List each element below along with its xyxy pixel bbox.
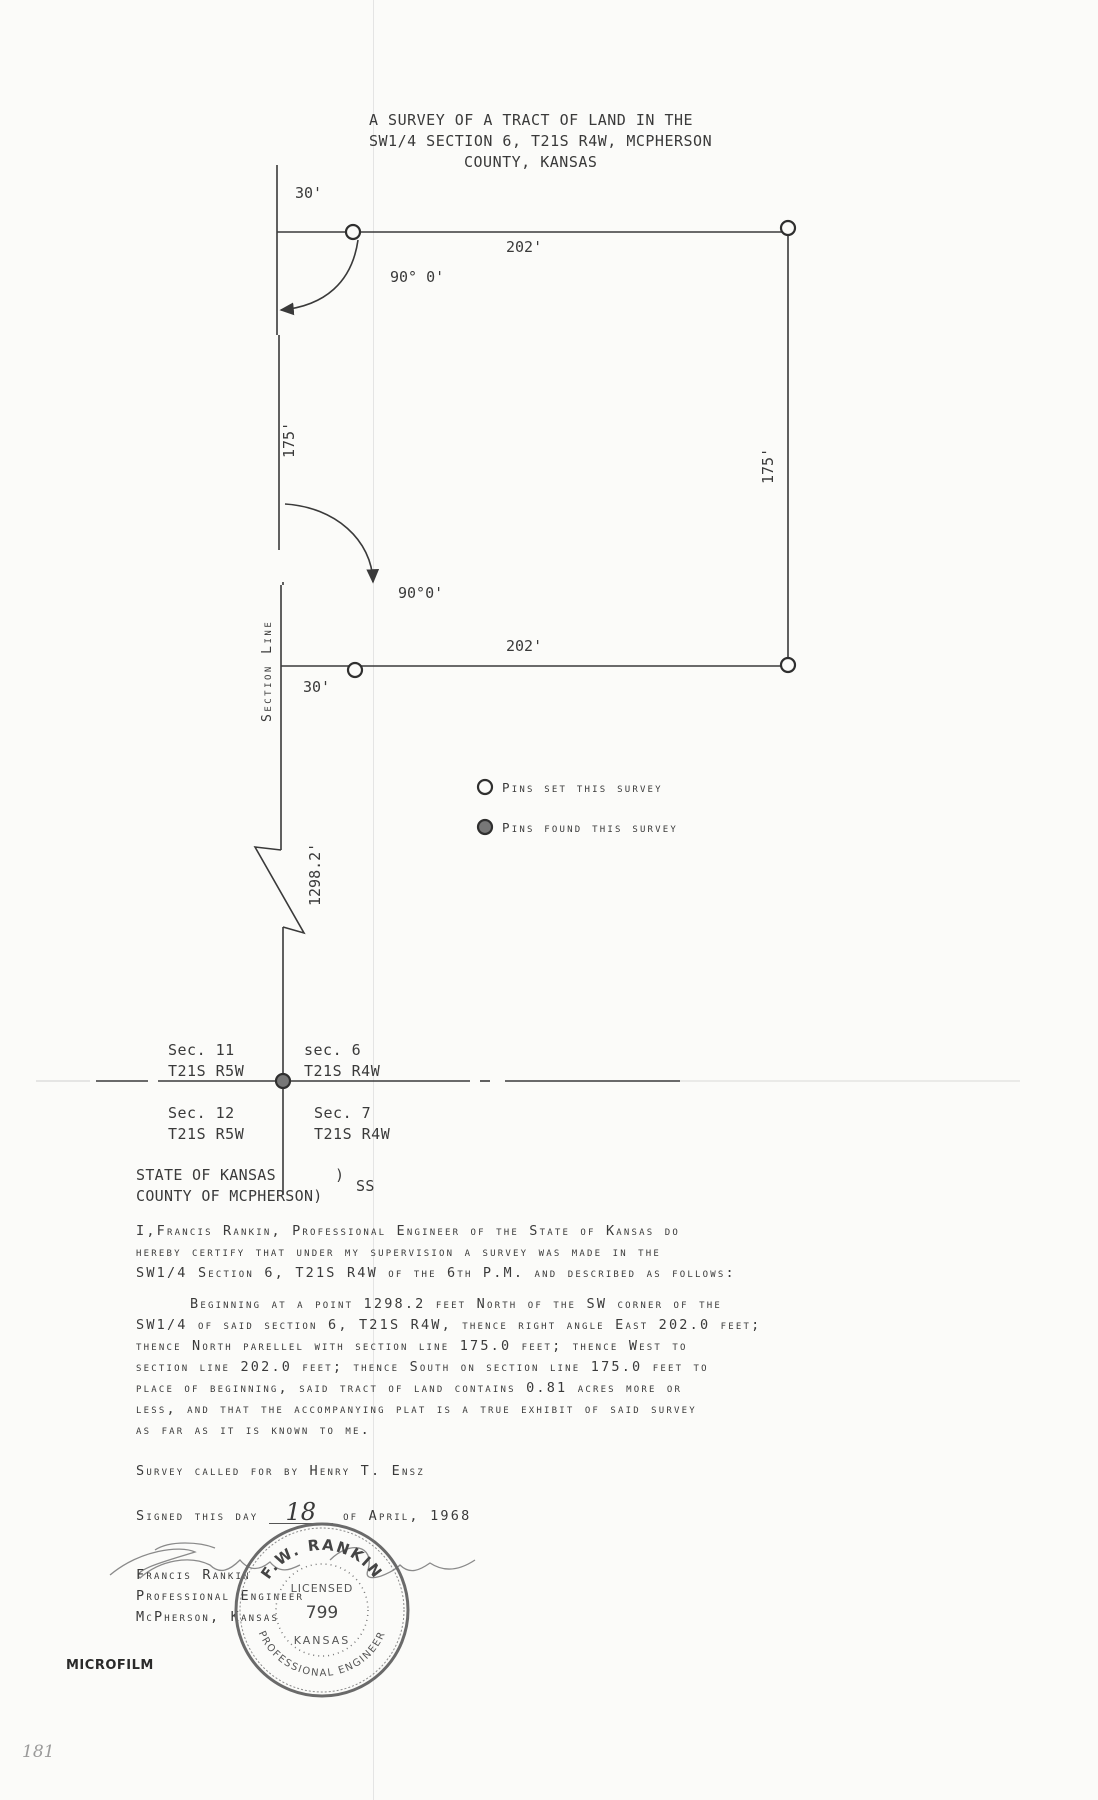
description-line-4: section line 202.0 feet; thence South on section line 175.0 feet to	[136, 1359, 709, 1375]
pin-set-nw	[346, 225, 360, 239]
signatory-city: McPherson, Kansas	[136, 1609, 280, 1625]
description-line-3: thence North parellel with section line 175.0 feet; thence West to	[136, 1338, 688, 1354]
legend-pin-set-icon	[478, 780, 492, 794]
ne-section: sec. 6	[304, 1041, 362, 1059]
signed-prefix: Signed this day	[136, 1508, 259, 1524]
angle-arc-top	[281, 240, 358, 310]
bottom-length-label: 202'	[506, 637, 543, 655]
svg-text:F.W. RANKIN	[257, 1536, 386, 1583]
nw-section: Sec. 11	[168, 1041, 235, 1059]
legend-pins-set: Pins set this survey	[502, 780, 663, 795]
bottom-offset-label: 30'	[303, 678, 331, 696]
seal-top-text: F.W. RANKIN	[257, 1535, 387, 1583]
seal-number: 799	[305, 1603, 339, 1623]
survey-title-line3: COUNTY, KANSAS	[464, 153, 598, 171]
se-township: T21S R4W	[314, 1125, 391, 1143]
venue-state: STATE OF KANSAS	[136, 1166, 276, 1184]
east-length-label: 175'	[759, 447, 777, 484]
cert-line-2: hereby certify that under my supervision a survey was made in the	[136, 1244, 662, 1260]
signatory-name: Francis Rankin	[136, 1567, 251, 1583]
description-line-5: place of beginning, said tract of land contains 0.81 acres more or	[136, 1380, 683, 1396]
venue-county: COUNTY OF MCPHERSON)	[136, 1187, 323, 1205]
sw-section: Sec. 12	[168, 1104, 235, 1122]
pin-found-section-corner	[276, 1074, 290, 1088]
microfilm-stamp: MICROFILM	[66, 1658, 154, 1673]
signed-day: 18	[269, 1502, 333, 1524]
description-line-7: as far as it is known to me.	[136, 1422, 371, 1438]
description-line-2: SW1/4 of said section 6, T21S R4W, thence right angle East 202.0 feet;	[136, 1317, 762, 1333]
seal-state: KANSAS	[293, 1634, 351, 1647]
survey-title-line1: A SURVEY OF A TRACT OF LAND IN THE	[369, 111, 694, 129]
cert-line-1: I,Francis Rankin, Professional Engineer of the State of Kansas do	[136, 1223, 680, 1239]
nw-township: T21S R5W	[168, 1062, 245, 1080]
engineer-seal	[232, 1520, 412, 1700]
legend-pin-found-icon	[478, 820, 492, 834]
angle-arc-bottom	[285, 504, 373, 582]
sw-township: T21S R5W	[168, 1125, 245, 1143]
pin-set-ne	[781, 221, 795, 235]
pin-set-sw	[348, 663, 362, 677]
bottom-angle-label: 90°0'	[398, 584, 444, 602]
top-angle-label: 90° 0'	[390, 268, 445, 286]
venue-ss: SS	[356, 1177, 375, 1195]
venue-bracket: )	[335, 1166, 345, 1184]
break-symbol	[255, 847, 304, 933]
south-distance-label: 1298.2'	[306, 842, 324, 906]
top-length-label: 202'	[506, 238, 543, 256]
corner-handwritten-mark: 181	[22, 1742, 55, 1762]
se-section: Sec. 7	[314, 1104, 372, 1122]
survey-title-line2: SW1/4 SECTION 6, T21S R4W, MCPHERSON	[369, 132, 713, 150]
legend-pins-found: Pins found this survey	[502, 820, 679, 835]
seal-bottom-text: PROFESSIONAL ENGINEER	[255, 1629, 389, 1680]
ne-township: T21S R4W	[304, 1062, 381, 1080]
description-line-1: Beginning at a point 1298.2 feet North of the SW corner of the	[190, 1296, 722, 1312]
seal-licensed: LICENSED	[290, 1582, 354, 1595]
top-offset-label: 30'	[295, 184, 323, 202]
west-length-label: 175'	[280, 421, 298, 458]
section-line-label: Section Line	[260, 619, 275, 722]
signed-suffix: of April, 1968	[343, 1508, 472, 1524]
cert-line-3: SW1/4 Section 6, T21S R4W of the 6th P.M. and described as follows:	[136, 1265, 736, 1281]
survey-called-for: Survey called for by Henry T. Ensz	[136, 1463, 425, 1479]
description-line-6: less, and that the accompanying plat is a true exhibit of said survey	[136, 1401, 697, 1417]
signatory-title: Professional Engineer	[136, 1588, 305, 1604]
pin-set-se	[781, 658, 795, 672]
